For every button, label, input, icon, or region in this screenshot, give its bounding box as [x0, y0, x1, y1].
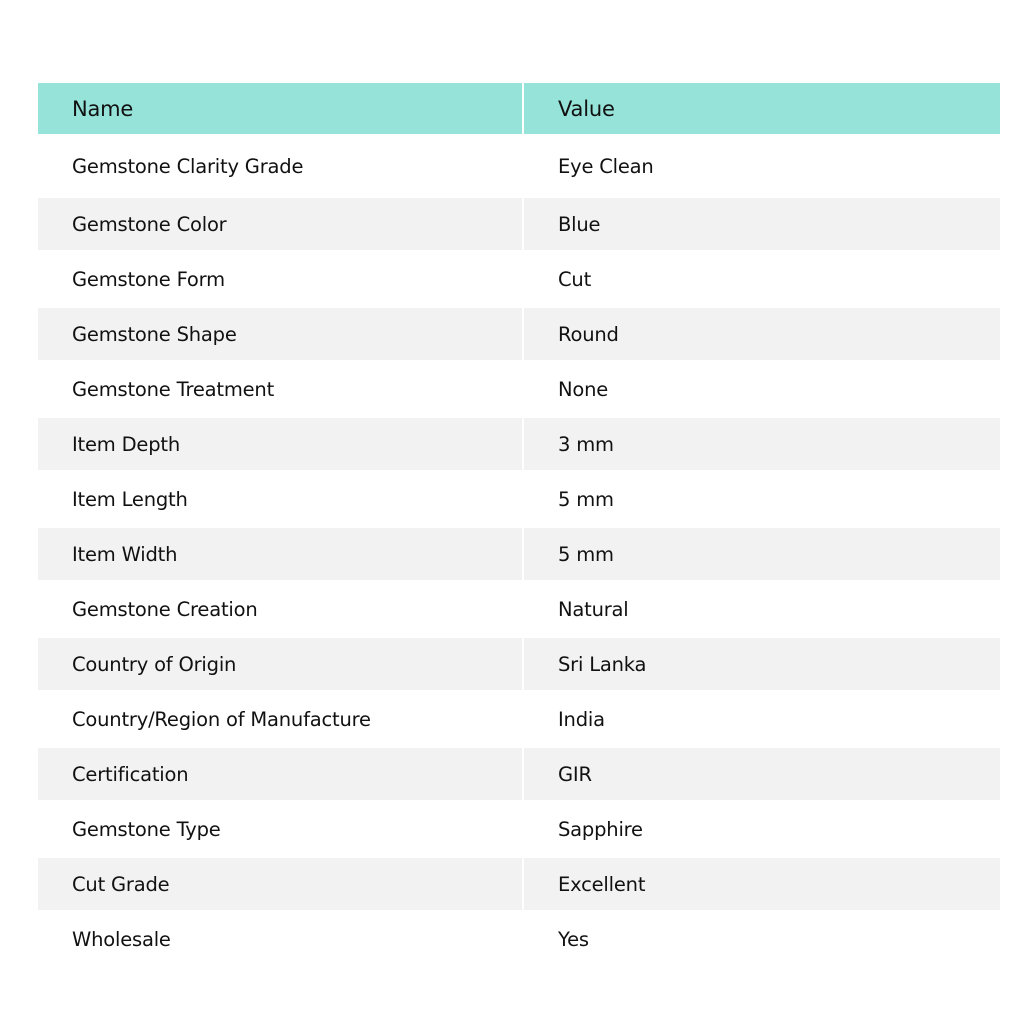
row-value-cell: 5 mm [523, 470, 1000, 528]
column-header-value: Value [523, 83, 1000, 134]
table-row [38, 910, 1000, 968]
row-name-cell: Gemstone Color [38, 198, 523, 250]
table-row [38, 638, 1000, 690]
row-value-cell: 3 mm [523, 418, 1000, 470]
header-row [38, 83, 1000, 134]
row-name-cell: Country/Region of Manufacture [38, 690, 523, 748]
row-value-cell: Cut [523, 250, 1000, 308]
row-name-cell: Item Width [38, 528, 523, 580]
table-row [38, 308, 1000, 360]
table-row [38, 580, 1000, 638]
table-row [38, 690, 1000, 748]
table-row [38, 748, 1000, 800]
table-row [38, 134, 1000, 198]
row-value-cell: Round [523, 308, 1000, 360]
row-value-cell: Natural [523, 580, 1000, 638]
row-value-cell: Yes [523, 910, 1000, 968]
row-value-cell: GIR [523, 748, 1000, 800]
row-name-cell: Item Depth [38, 418, 523, 470]
table-row [38, 198, 1000, 250]
row-name-cell: Cut Grade [38, 858, 523, 910]
table-row [38, 528, 1000, 580]
table-row [38, 858, 1000, 910]
row-name-cell: Item Length [38, 470, 523, 528]
table-body [38, 134, 1000, 968]
table-row [38, 470, 1000, 528]
row-name-cell: Certification [38, 748, 523, 800]
row-name-cell: Gemstone Form [38, 250, 523, 308]
row-name-cell: Gemstone Type [38, 800, 523, 858]
row-value-cell: Excellent [523, 858, 1000, 910]
table-header [38, 83, 1000, 134]
table-row [38, 250, 1000, 308]
row-value-cell: Sri Lanka [523, 638, 1000, 690]
row-value-cell: Blue [523, 198, 1000, 250]
item-specifics-table [38, 83, 1000, 968]
table-row [38, 360, 1000, 418]
row-name-cell: Gemstone Treatment [38, 360, 523, 418]
row-name-cell: Country of Origin [38, 638, 523, 690]
row-value-cell: India [523, 690, 1000, 748]
row-value-cell: 5 mm [523, 528, 1000, 580]
row-name-cell: Gemstone Clarity Grade [38, 134, 523, 198]
row-name-cell: Gemstone Creation [38, 580, 523, 638]
row-name-cell: Gemstone Shape [38, 308, 523, 360]
row-name-cell: Wholesale [38, 910, 523, 968]
column-header-name: Name [38, 83, 523, 134]
row-value-cell: None [523, 360, 1000, 418]
table-row [38, 418, 1000, 470]
row-value-cell: Eye Clean [523, 134, 1000, 198]
row-value-cell: Sapphire [523, 800, 1000, 858]
table-row [38, 800, 1000, 858]
